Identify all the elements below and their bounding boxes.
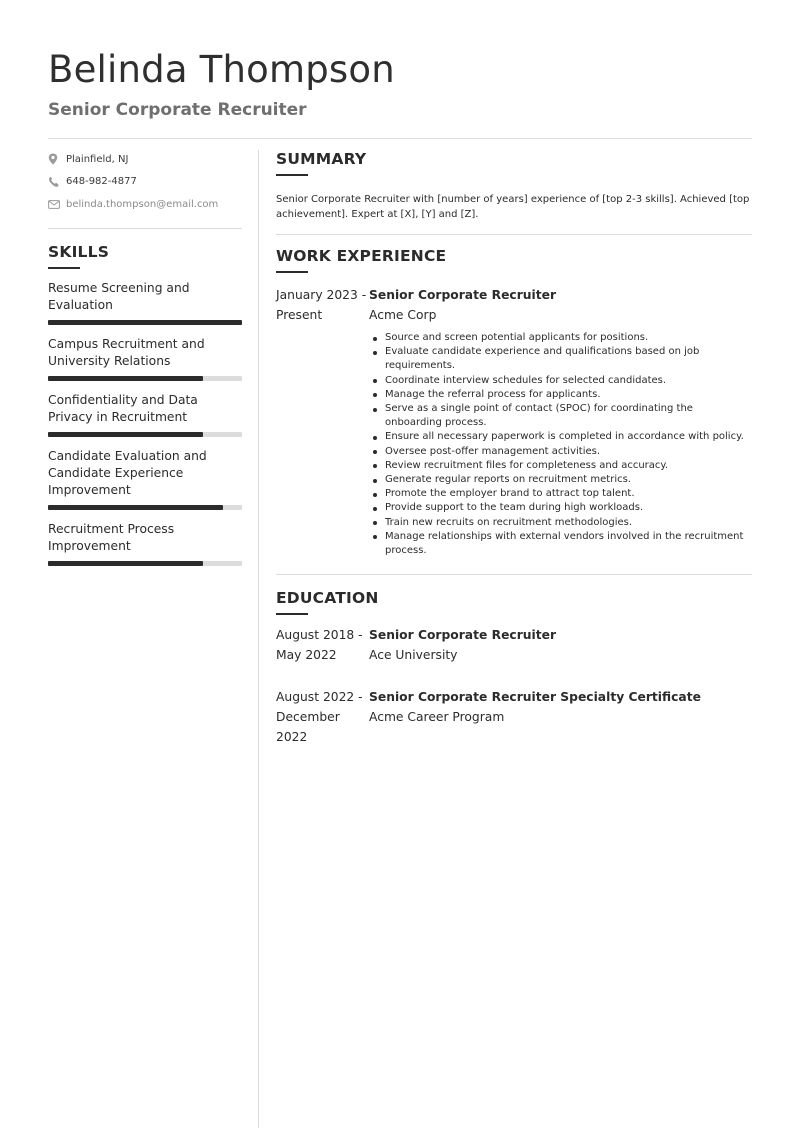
skill-item: [48, 280, 242, 325]
contact-location: [48, 148, 242, 171]
envelope-icon: [48, 197, 66, 211]
skill-item: [48, 392, 242, 437]
skill-item: [48, 448, 242, 510]
skill-level-fill: [48, 320, 242, 325]
job-bullet: Serve as a single point of contact (SPOC) for coordinating the onboarding process.: [369, 402, 752, 430]
job-details: [369, 285, 752, 325]
candidate-name: Belinda Thompson: [48, 48, 395, 91]
education-heading: EDUCATION: [276, 589, 379, 608]
job-company: Acme Corp: [369, 308, 437, 322]
skills-section: [48, 243, 242, 566]
job-date: January 2023 - Present: [276, 288, 367, 322]
job-bullet: Train new recruits on recruitment methodologies.: [369, 516, 752, 530]
skill-level-fill: [48, 505, 223, 510]
candidate-title: Senior Corporate Recruiter: [48, 100, 307, 120]
left-column: [48, 148, 242, 566]
job-bullet: Generate regular reports on recruitment metrics.: [369, 473, 752, 487]
skill-level-bar: [48, 320, 242, 325]
skill-label: Confidentiality and Data Privacy in Recruitment: [48, 392, 198, 424]
right-column: [276, 150, 752, 747]
skill-level-fill: [48, 376, 203, 381]
education-details: [369, 687, 752, 747]
job-bullet: Manage relationships with external vendors involved in the recruitment process.: [369, 530, 752, 558]
skills-list: [48, 280, 242, 566]
skill-level-fill: [48, 432, 203, 437]
education-date: August 2022 - December 2022: [276, 690, 363, 745]
summary-text: Senior Corporate Recruiter with [number of years] experience of [top 2-3 skills]. Achieved [top achievement]. Expert at [X], [Y] and [Z].: [276, 194, 750, 220]
skill-item: [48, 521, 242, 566]
skills-heading-underline: [48, 267, 80, 269]
education-details: [369, 625, 752, 665]
email-text[interactable]: belinda.thompson@email.com: [66, 198, 219, 210]
skill-label: Recruitment Process Improvement: [48, 521, 175, 553]
contact-divider: [48, 228, 242, 229]
skills-heading: SKILLS: [48, 242, 110, 261]
job-bullet: Review recruitment files for completeness and accuracy.: [369, 459, 752, 473]
summary-heading-underline: [276, 174, 308, 176]
experience-heading: WORK EXPERIENCE: [276, 247, 447, 265]
experience-section: [276, 247, 752, 558]
experience-divider: [276, 574, 752, 575]
phone-icon: [48, 175, 66, 189]
summary-divider: [276, 234, 752, 235]
skill-label: Campus Recruitment and University Relations: [48, 336, 205, 368]
skill-level-bar: [48, 505, 242, 510]
job-bullet: Evaluate candidate experience and qualifications based on job requirements.: [369, 345, 752, 373]
jobs-list: [276, 285, 752, 558]
skill-level-bar: [48, 561, 242, 566]
education-entry: [276, 687, 752, 747]
experience-heading-underline: [276, 271, 308, 273]
job-entry: [276, 285, 752, 325]
skill-level-fill: [48, 561, 203, 566]
education-date: August 2018 - May 2022: [276, 628, 363, 663]
skill-item: [48, 336, 242, 381]
skill-level-bar: [48, 432, 242, 437]
job-bullet: Ensure all necessary paperwork is completed in accordance with policy.: [369, 430, 752, 444]
job-bullet: Source and screen potential applicants for positions.: [369, 331, 752, 345]
job-bullet: Provide support to the team during high workloads.: [369, 501, 752, 515]
education-school: Acme Career Program: [369, 710, 505, 725]
column-divider: [258, 150, 259, 1128]
map-pin-icon: [48, 152, 66, 166]
job-bullet: Coordinate interview schedules for selected candidates.: [369, 374, 752, 388]
job-role: Senior Corporate Recruiter: [369, 288, 557, 302]
contact-phone: [48, 171, 242, 194]
contact-email: [48, 193, 242, 216]
phone-text: 648-982-4877: [66, 176, 137, 188]
education-school: Ace University: [369, 648, 458, 663]
education-list: [276, 625, 752, 747]
education-entry: [276, 625, 752, 665]
job-bullets: [369, 331, 752, 558]
summary-section: [276, 150, 752, 222]
education-heading-underline: [276, 613, 308, 615]
skill-level-bar: [48, 376, 242, 381]
skill-label: Candidate Evaluation and Candidate Experience Improvement: [48, 448, 207, 497]
location-text: Plainfield, NJ: [66, 153, 129, 165]
summary-heading: SUMMARY: [276, 150, 367, 168]
skill-label: Resume Screening and Evaluation: [48, 280, 190, 312]
job-bullet: Manage the referral process for applicants.: [369, 388, 752, 402]
education-degree: Senior Corporate Recruiter: [369, 628, 557, 643]
job-bullet: Oversee post-offer management activities.: [369, 445, 752, 459]
education-degree: Senior Corporate Recruiter Specialty Certificate: [369, 690, 701, 705]
education-section: [276, 589, 752, 747]
job-bullet: Promote the employer brand to attract top talent.: [369, 487, 752, 501]
resume-header: [48, 46, 752, 120]
header-divider: [48, 138, 752, 139]
